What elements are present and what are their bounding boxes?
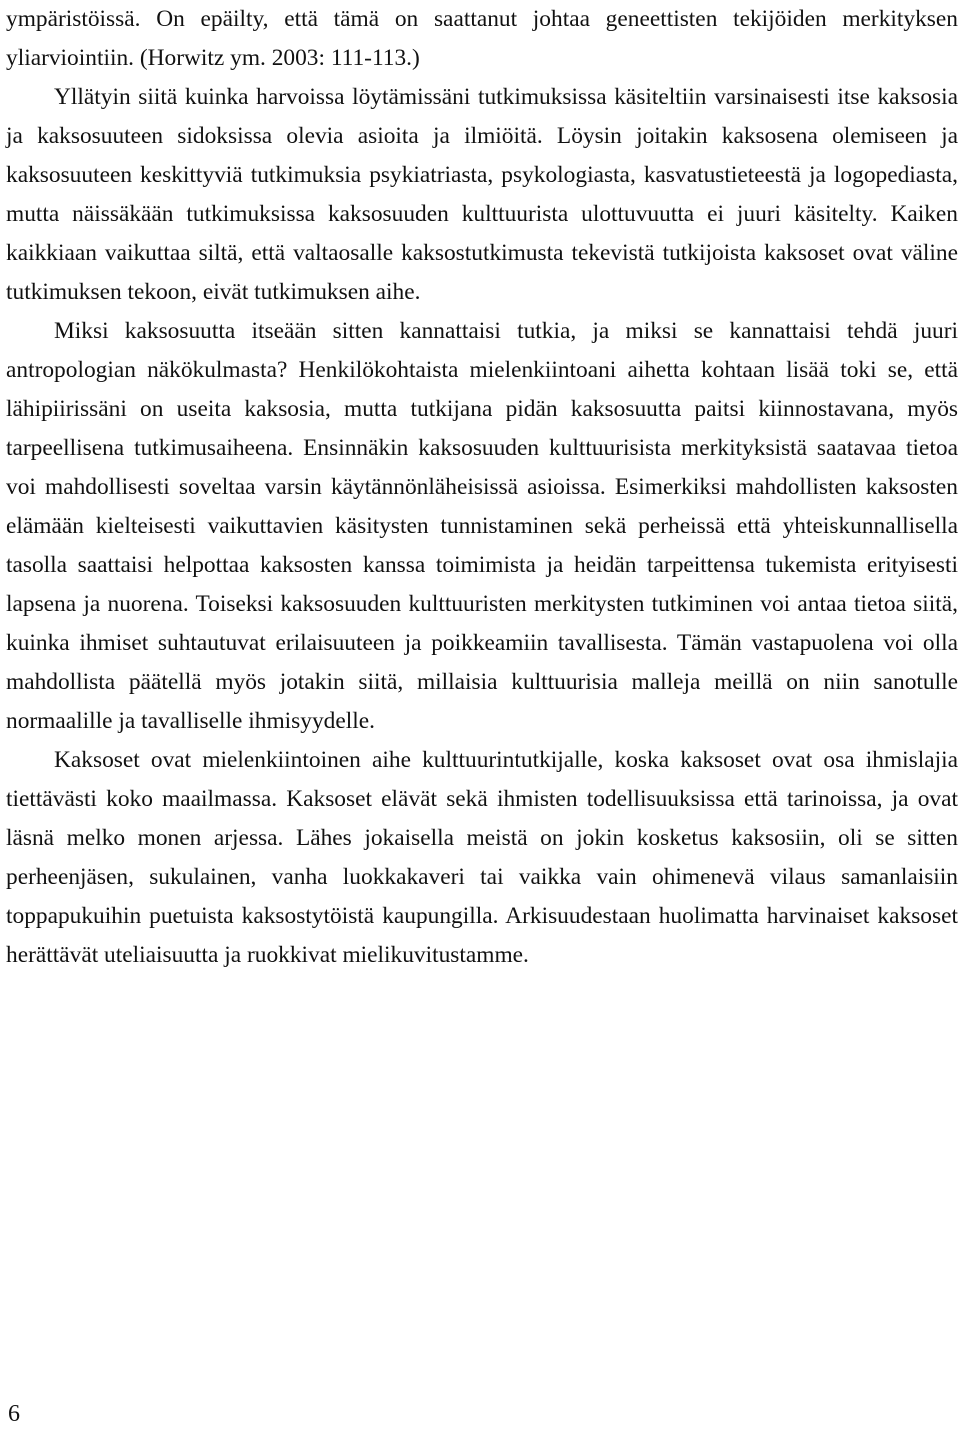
paragraph-3: Miksi kaksosuutta itseään sitten kannattaisi tutkia, ja miksi se kannattaisi tehdä juuri antropologian näkökulmasta? Henkilökohtaista mielenkiintoani aihetta kohtaan lisää toki se, että lähipiirissäni on useita kaksosia, mutta tutkijana pidän kaksosuutta paitsi kiinnostavana, myös tarpeellisena tutkimusaiheena. Ensinnäkin kaksosuuden kulttuurisista merkityksistä saatavaa tietoa voi mahdollisesti soveltaa varsin käytännönläheisissä asioissa. Esimerkiksi mahdollisten kaksosten elämään kielteisesti vaikuttavien käsitysten tunnistaminen sekä perheissä että yhteiskunnallisella tasolla saattaisi helpottaa kaksosten kanssa toimimista ja heidän tarpeittensa tukemista erityisesti lapsena ja nuorena. Toiseksi kaksosuuden kulttuuristen merkitysten tutkiminen voi antaa tietoa siitä, kuinka ihmiset suhtautuvat erilaisuuteen ja poikkeamiin tavallisesta. Tämän vastapuolena voi olla mahdollista päätellä myös jotakin siitä, millaisia kulttuurisia malleja meillä on niin sanotulle normaalille ja tavalliselle ihmisyydelle. bbox=[6, 318, 958, 734]
page-number: 6 bbox=[8, 1401, 20, 1427]
body-text bbox=[6, 0, 958, 975]
paragraph-4: Kaksoset ovat mielenkiintoinen aihe kulttuurintutkijalle, koska kaksoset ovat osa ihmislajia tiettävästi koko maailmassa. Kaksoset elävät sekä ihmisten todellisuuksissa että tarinoissa, ja ovat läsnä melko monen arjessa. Lähes jokaisella meistä on jokin kosketus kaksosiin, oli se sitten perheenjäsen, sukulainen, vanha luokkakaveri tai vaikka vain ohimenevä vilaus samanlaisiin toppapukuihin puetuista kaksostytöistä kaupungilla. Arkisuudestaan huolimatta harvinaiset kaksoset herättävät uteliaisuutta ja ruokkivat mielikuvitustamme. bbox=[6, 747, 958, 968]
paragraph-2: Yllätyin siitä kuinka harvoissa löytämissäni tutkimuksissa käsiteltiin varsinaisesti itse kaksosia ja kaksosuuteen sidoksissa olevia asioita ja ilmiöitä. Löysin joitakin kaksosena olemiseen ja kaksosuuteen keskittyviä tutkimuksia psykiatriasta, psykologiasta, kasvatustieteestä ja logopediasta, mutta näissäkään tutkimuksissa kaksosuuden kulttuurista ulottuvuutta ei juuri käsitelty. Kaiken kaikkiaan vaikuttaa siltä, että valtaosalle kaksostutkimusta tekevistä tutkijoista kaksoset ovat väline tutkimuksen tekoon, eivät tutkimuksen aihe. bbox=[6, 84, 958, 305]
paragraph-1: ympäristöissä. On epäilty, että tämä on saattanut johtaa geneettisten tekijöiden merkityksen yliarviointiin. (Horwitz ym. 2003: 111-113.) bbox=[6, 6, 958, 71]
